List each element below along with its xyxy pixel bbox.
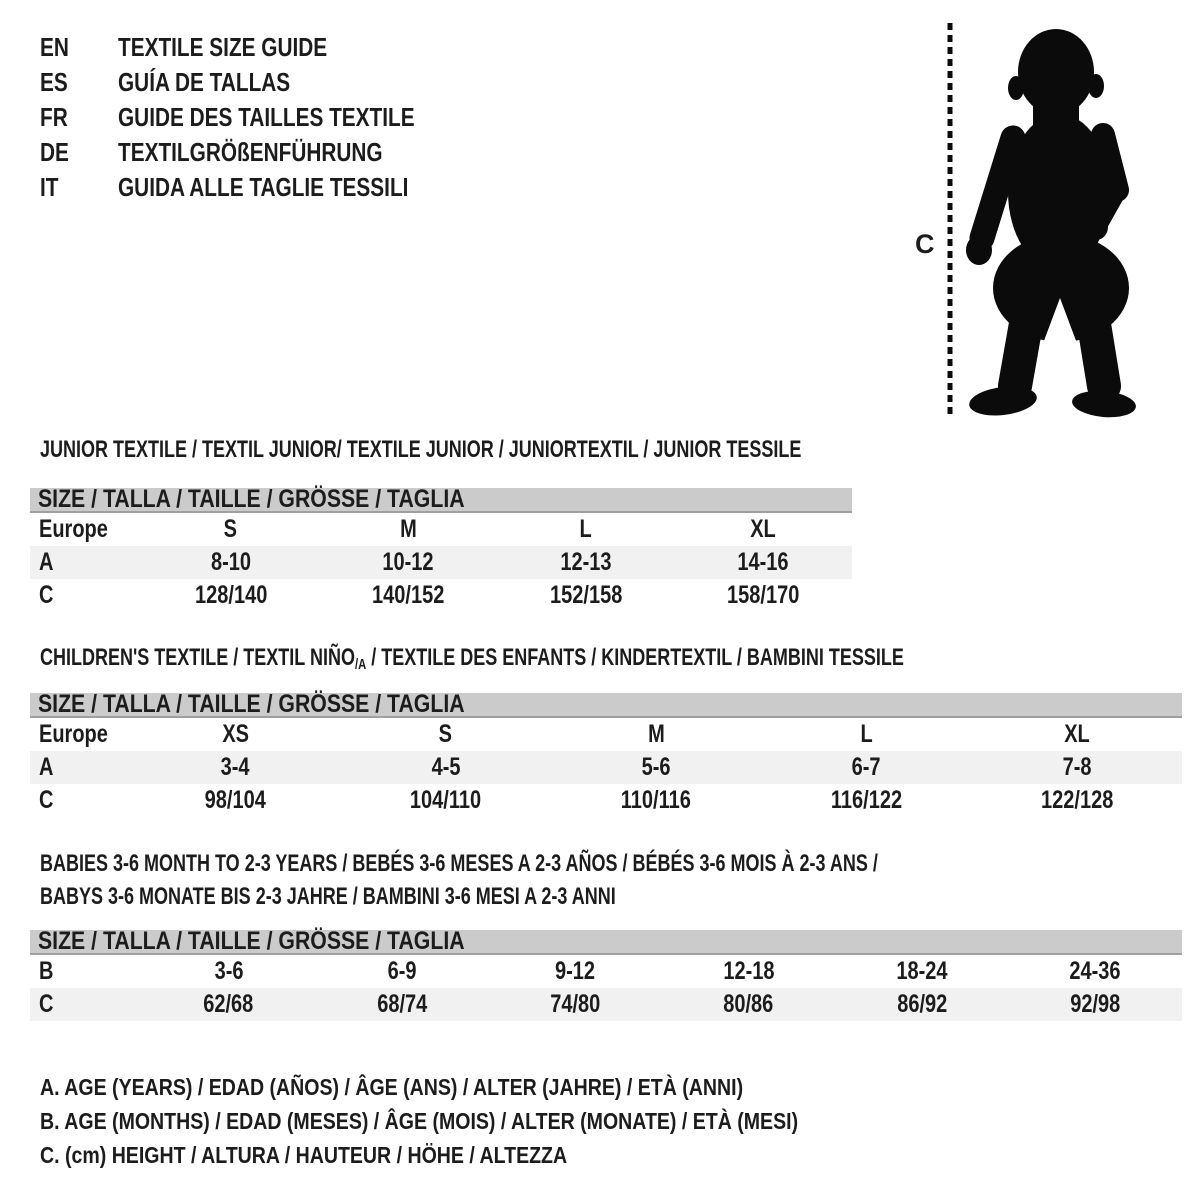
size-cell: XS bbox=[221, 720, 249, 748]
table-row-height bbox=[30, 784, 1182, 817]
baby-head bbox=[1018, 29, 1094, 115]
size-cell: XL bbox=[750, 515, 777, 543]
row-label: Europe bbox=[39, 720, 108, 748]
babies-size-table bbox=[30, 927, 1182, 1021]
size-cell: M bbox=[647, 720, 665, 748]
age-cell: 12-13 bbox=[560, 548, 612, 576]
height-cell: 110/116 bbox=[620, 786, 692, 814]
height-cell: 62/68 bbox=[203, 990, 254, 1018]
row-label: C bbox=[39, 990, 54, 1018]
height-cell: 92/98 bbox=[1070, 990, 1121, 1018]
size-header-bar: SIZE / TALLA / TAILLE / GRÖSSE / TAGLIA bbox=[30, 930, 1182, 955]
age-cell: 3-6 bbox=[214, 957, 244, 985]
size-header-bar: SIZE / TALLA / TAILLE / GRÖSSE / TAGLIA bbox=[30, 488, 852, 513]
language-row-en bbox=[40, 30, 489, 65]
size-cell: XL bbox=[1064, 720, 1090, 748]
size-cell: S bbox=[438, 720, 453, 748]
baby-silhouette bbox=[966, 29, 1137, 420]
baby-right-leg bbox=[1093, 318, 1104, 386]
height-cell: 122/128 bbox=[1040, 786, 1113, 814]
baby-height-figure bbox=[895, 15, 1195, 420]
table-row-europe bbox=[30, 513, 852, 546]
row-label: Europe bbox=[39, 515, 108, 543]
legend-line-b: B. AGE (MONTHS) / EDAD (MESES) / ÂGE (MOIS) / ALTER (MONATE) / ETÀ (MESI) bbox=[40, 1108, 799, 1134]
nino-gender-suffix: /A bbox=[354, 656, 367, 673]
legend-line-c: C. (cm) HEIGHT / ALTURA / HAUTEUR / HÖHE / ALTEZZA bbox=[40, 1142, 568, 1168]
table-row-europe bbox=[30, 718, 1182, 751]
height-cell: 104/110 bbox=[409, 786, 482, 814]
height-cell: 80/86 bbox=[723, 990, 774, 1018]
baby-left-arm bbox=[982, 138, 1013, 238]
size-cell: L bbox=[579, 515, 592, 543]
table-row-age bbox=[30, 751, 1182, 784]
age-cell: 18-24 bbox=[896, 957, 948, 985]
language-code: IT bbox=[40, 172, 59, 202]
size-cell: L bbox=[860, 720, 873, 748]
row-label: B bbox=[39, 957, 54, 985]
children-size-table bbox=[30, 690, 1182, 817]
junior-section-title: JUNIOR TEXTILE / TEXTIL JUNIOR/ TEXTILE JUNIOR / JUNIORTEXTIL / JUNIOR TESSILE bbox=[40, 436, 802, 463]
language-title: GUÍA DE TALLAS bbox=[118, 67, 291, 97]
junior-size-table bbox=[30, 485, 852, 612]
size-cell: S bbox=[224, 515, 238, 543]
size-header-bar: SIZE / TALLA / TAILLE / GRÖSSE / TAGLIA bbox=[30, 693, 1182, 718]
height-cell: 98/104 bbox=[204, 786, 266, 814]
age-cell: 6-7 bbox=[851, 753, 881, 781]
legend-line-a: A. AGE (YEARS) / EDAD (AÑOS) / ÂGE (ANS) / ALTER (JAHRE) / ETÀ (ANNI) bbox=[40, 1074, 744, 1100]
language-code: FR bbox=[40, 102, 68, 132]
baby-left-ear bbox=[1008, 76, 1024, 100]
row-label: A bbox=[39, 753, 54, 781]
language-title-list bbox=[40, 30, 489, 205]
language-title: GUIDA ALLE TAGLIE TESSILI bbox=[118, 172, 409, 202]
language-code: DE bbox=[40, 137, 69, 167]
table-row-height bbox=[30, 579, 852, 612]
baby-right-hand bbox=[1084, 214, 1108, 240]
babies-section-title: BABIES 3-6 MONTH TO 2-3 YEARS / BEBÉS 3-6 MESES A 2-3 AÑOS / BÉBÉS 3-6 MOIS À 2-3 ANS / BABYS 3-6 MONATE BIS 2-3 JAHRE / BAMBINI 3-6 MESI A 2-3 ANNI bbox=[40, 850, 878, 910]
row-label: C bbox=[39, 786, 54, 814]
row-label: C bbox=[39, 581, 54, 609]
baby-left-leg bbox=[1015, 318, 1027, 386]
table-row-months bbox=[30, 955, 1182, 988]
height-cell: 68/74 bbox=[376, 990, 428, 1018]
height-cell: 74/80 bbox=[550, 990, 601, 1018]
language-row-it bbox=[40, 170, 489, 205]
age-cell: 7-8 bbox=[1062, 753, 1092, 781]
children-section-title: CHILDREN'S TEXTILE / TEXTIL NIÑO/A / TEXTILE DES ENFANTS / KINDERTEXTIL / BAMBINI TESSILE bbox=[40, 644, 904, 673]
age-cell: 9-12 bbox=[555, 957, 596, 985]
height-cell: 158/170 bbox=[727, 581, 800, 609]
language-title: TEXTILE SIZE GUIDE bbox=[118, 32, 328, 62]
height-cell: 116/122 bbox=[830, 786, 902, 814]
height-cell: 128/140 bbox=[194, 581, 267, 609]
baby-right-ear bbox=[1088, 74, 1104, 98]
language-code: ES bbox=[40, 67, 68, 97]
height-cell: 140/152 bbox=[372, 581, 445, 609]
table-row-height bbox=[30, 988, 1182, 1021]
baby-left-hand bbox=[966, 235, 992, 265]
age-cell: 10-12 bbox=[382, 548, 434, 576]
language-row-de bbox=[40, 135, 489, 170]
age-cell: 8-10 bbox=[210, 548, 251, 576]
age-cell: 6-9 bbox=[387, 957, 417, 985]
age-cell: 5-6 bbox=[641, 753, 671, 781]
age-cell: 12-18 bbox=[723, 957, 775, 985]
table-row-age bbox=[30, 546, 852, 579]
language-row-es bbox=[40, 65, 489, 100]
size-cell: M bbox=[399, 515, 417, 543]
language-row-fr bbox=[40, 100, 489, 135]
age-cell: 3-4 bbox=[220, 753, 250, 781]
language-code: EN bbox=[40, 32, 69, 62]
height-cell: 152/158 bbox=[549, 581, 622, 609]
age-cell: 14-16 bbox=[737, 548, 789, 576]
height-cell: 86/92 bbox=[896, 990, 948, 1018]
height-line-label: C bbox=[915, 229, 935, 259]
language-title: TEXTILGRÖßENFÜHRUNG bbox=[118, 137, 383, 167]
language-title: GUIDE DES TAILLES TEXTILE bbox=[118, 102, 415, 132]
row-label: A bbox=[39, 548, 54, 576]
measurement-legend bbox=[40, 1070, 932, 1172]
age-cell: 24-36 bbox=[1069, 957, 1121, 985]
baby-right-foot bbox=[1071, 388, 1137, 419]
age-cell: 4-5 bbox=[431, 753, 461, 781]
